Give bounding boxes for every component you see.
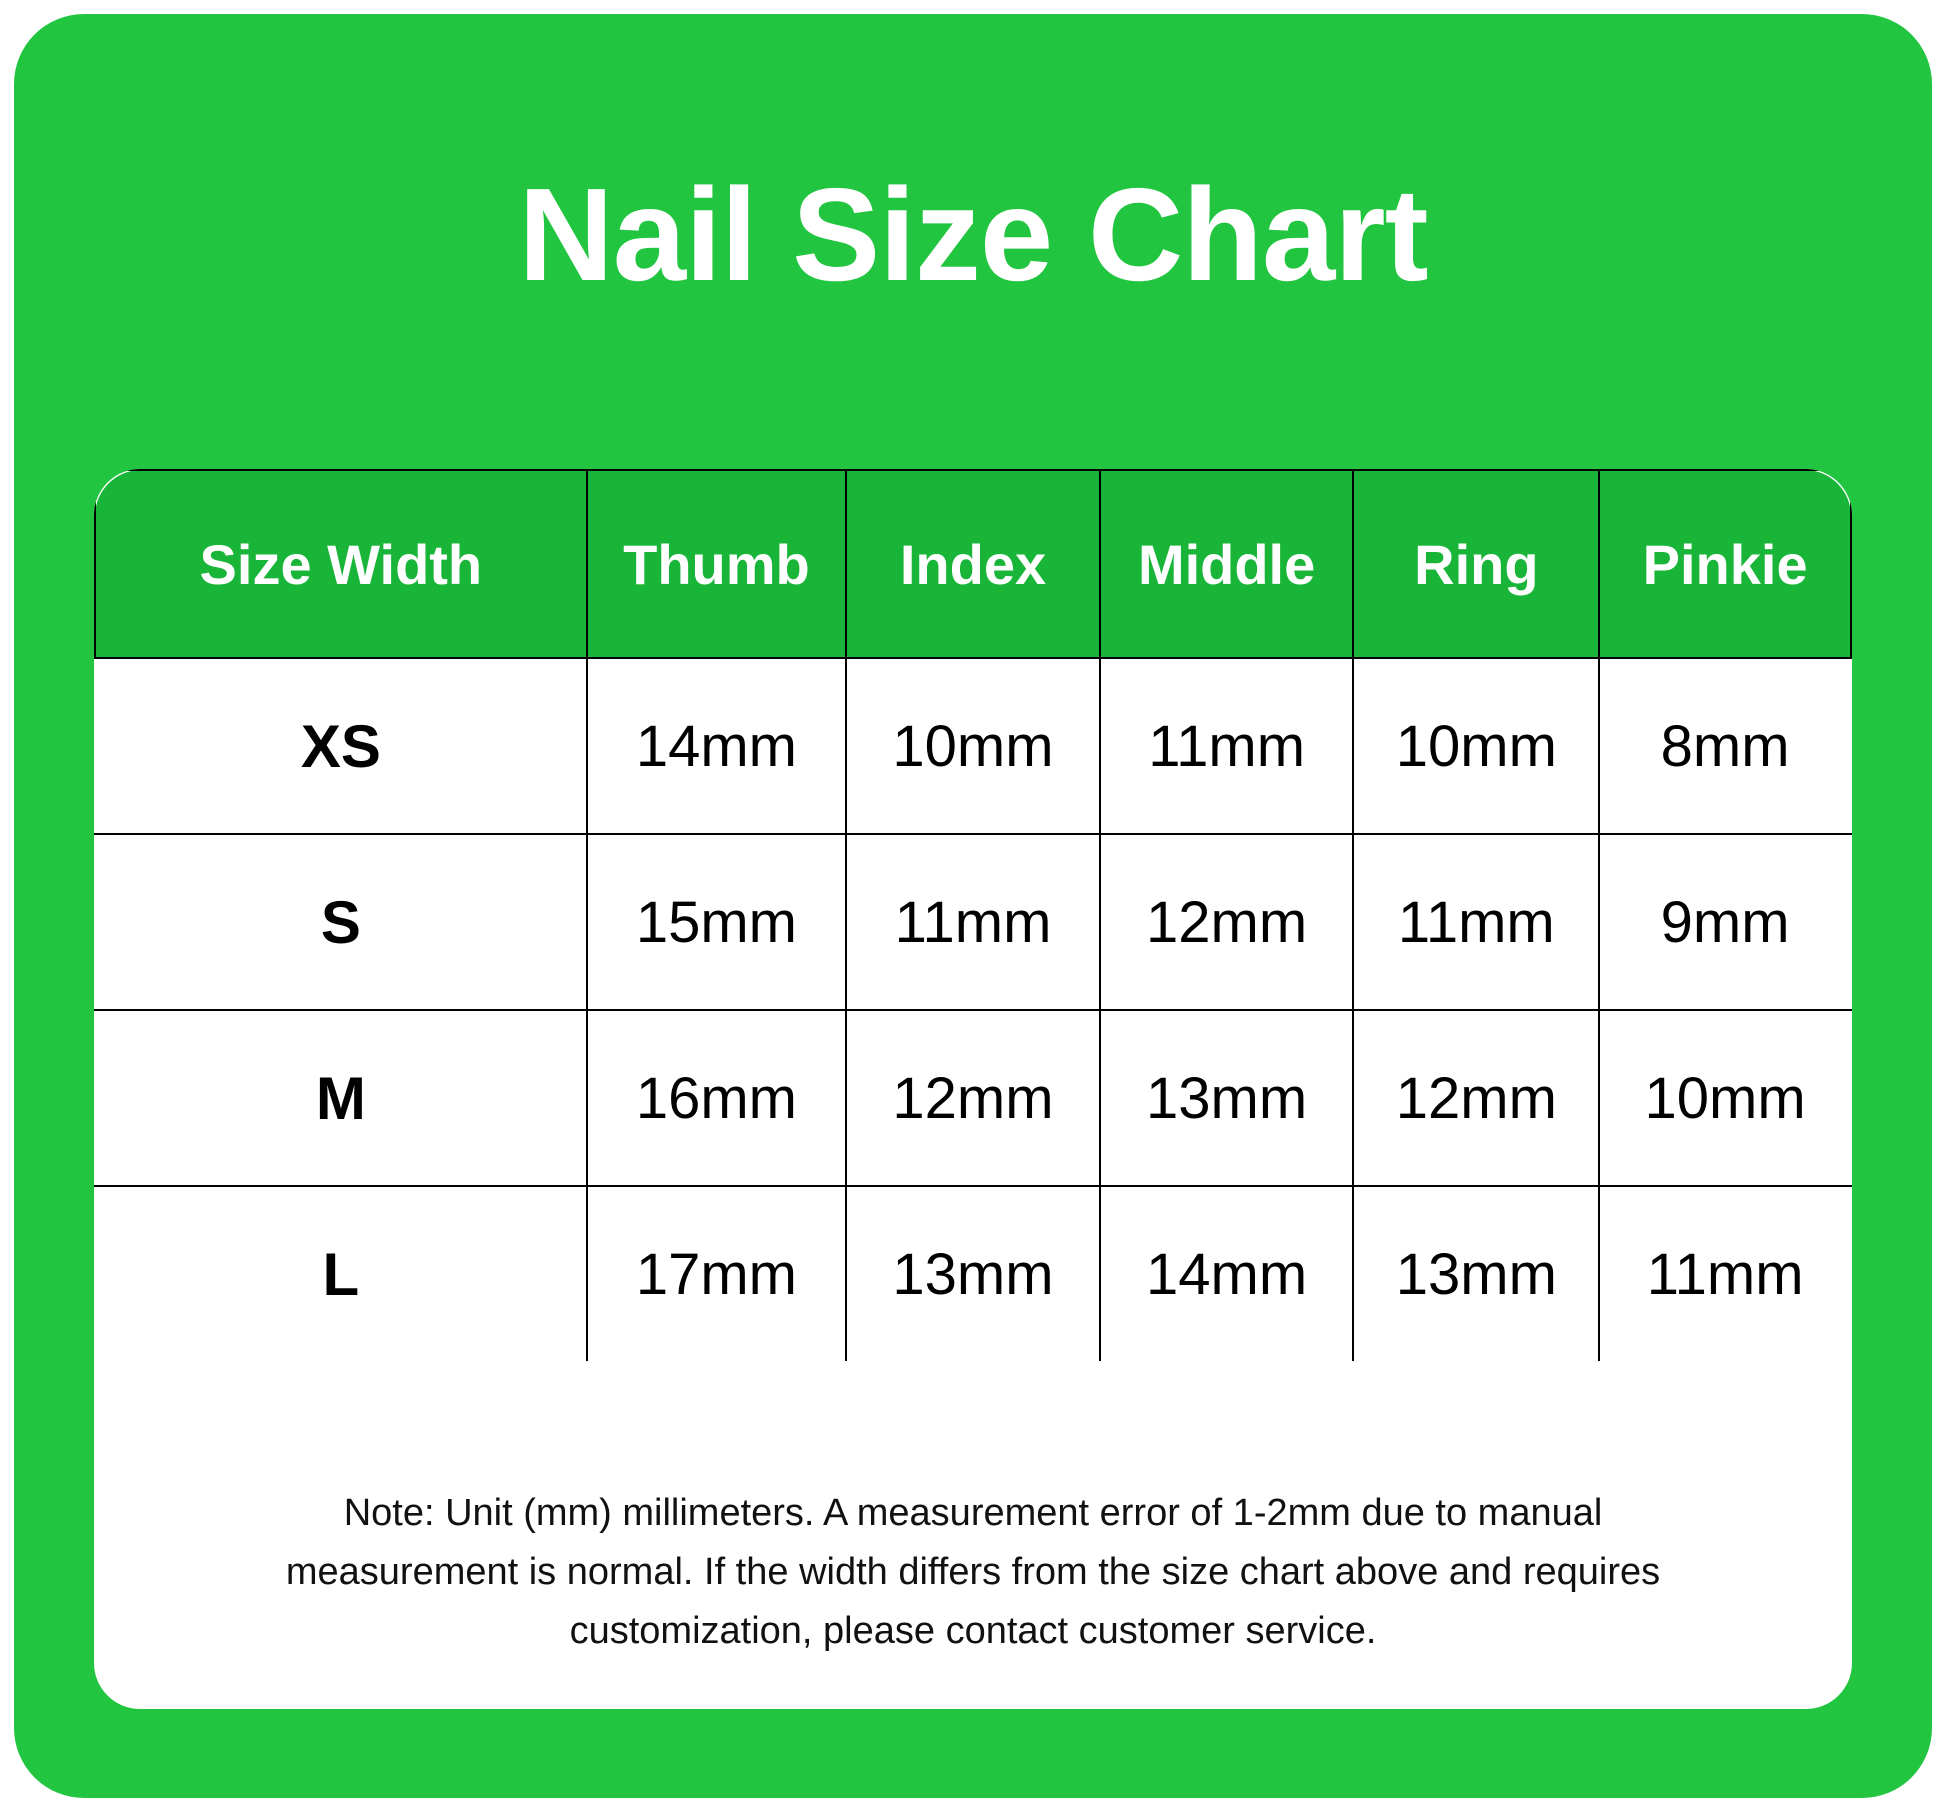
- table-row: [95, 834, 1851, 1010]
- column-header-index: Index: [846, 470, 1100, 658]
- cell-s-ring: 11mm: [1353, 834, 1599, 1010]
- cell-s-middle: 12mm: [1100, 834, 1354, 1010]
- table-body: [95, 658, 1851, 1362]
- nail-size-chart-card: [14, 14, 1932, 1798]
- cell-xs-thumb: 14mm: [587, 658, 847, 834]
- column-header-ring: Ring: [1353, 470, 1599, 658]
- cell-s-thumb: 15mm: [587, 834, 847, 1010]
- cell-l-middle: 14mm: [1100, 1186, 1354, 1362]
- cell-s-index: 11mm: [846, 834, 1100, 1010]
- column-header-thumb: Thumb: [587, 470, 847, 658]
- table-header: [95, 470, 1851, 658]
- page-title: Nail Size Chart: [518, 161, 1428, 308]
- cell-m-index: 12mm: [846, 1010, 1100, 1186]
- cell-xs-ring: 10mm: [1353, 658, 1599, 834]
- cell-xs-middle: 11mm: [1100, 658, 1354, 834]
- cell-l-pinkie: 11mm: [1599, 1186, 1851, 1362]
- column-header-middle: Middle: [1100, 470, 1354, 658]
- measurement-note: Note: Unit (mm) millimeters. A measurement error of 1-2mm due to manual measurement is normal. If the width differs from the size chart above and requires customization, please contact customer service.: [285, 1492, 1661, 1653]
- size-table-panel: [94, 469, 1852, 1709]
- table-row: [95, 1186, 1851, 1362]
- cell-xs-index: 10mm: [846, 658, 1100, 834]
- cell-m-pinkie: 10mm: [1599, 1010, 1851, 1186]
- table-header-row: [95, 470, 1851, 658]
- size-table: [94, 469, 1852, 1363]
- cell-xs-pinkie: 8mm: [1599, 658, 1851, 834]
- cell-size-xs: XS: [95, 658, 587, 834]
- cell-size-l: L: [95, 1186, 587, 1362]
- table-row: [95, 658, 1851, 834]
- cell-m-ring: 12mm: [1353, 1010, 1599, 1186]
- column-header-pinkie: Pinkie: [1599, 470, 1851, 658]
- column-header-size-width: Size Width: [95, 470, 587, 658]
- cell-l-index: 13mm: [846, 1186, 1100, 1362]
- cell-m-thumb: 16mm: [587, 1010, 847, 1186]
- table-row: [95, 1010, 1851, 1186]
- cell-l-thumb: 17mm: [587, 1186, 847, 1362]
- cell-s-pinkie: 9mm: [1599, 834, 1851, 1010]
- cell-size-s: S: [95, 834, 587, 1010]
- cell-l-ring: 13mm: [1353, 1186, 1599, 1362]
- cell-m-middle: 13mm: [1100, 1010, 1354, 1186]
- cell-size-m: M: [95, 1010, 587, 1186]
